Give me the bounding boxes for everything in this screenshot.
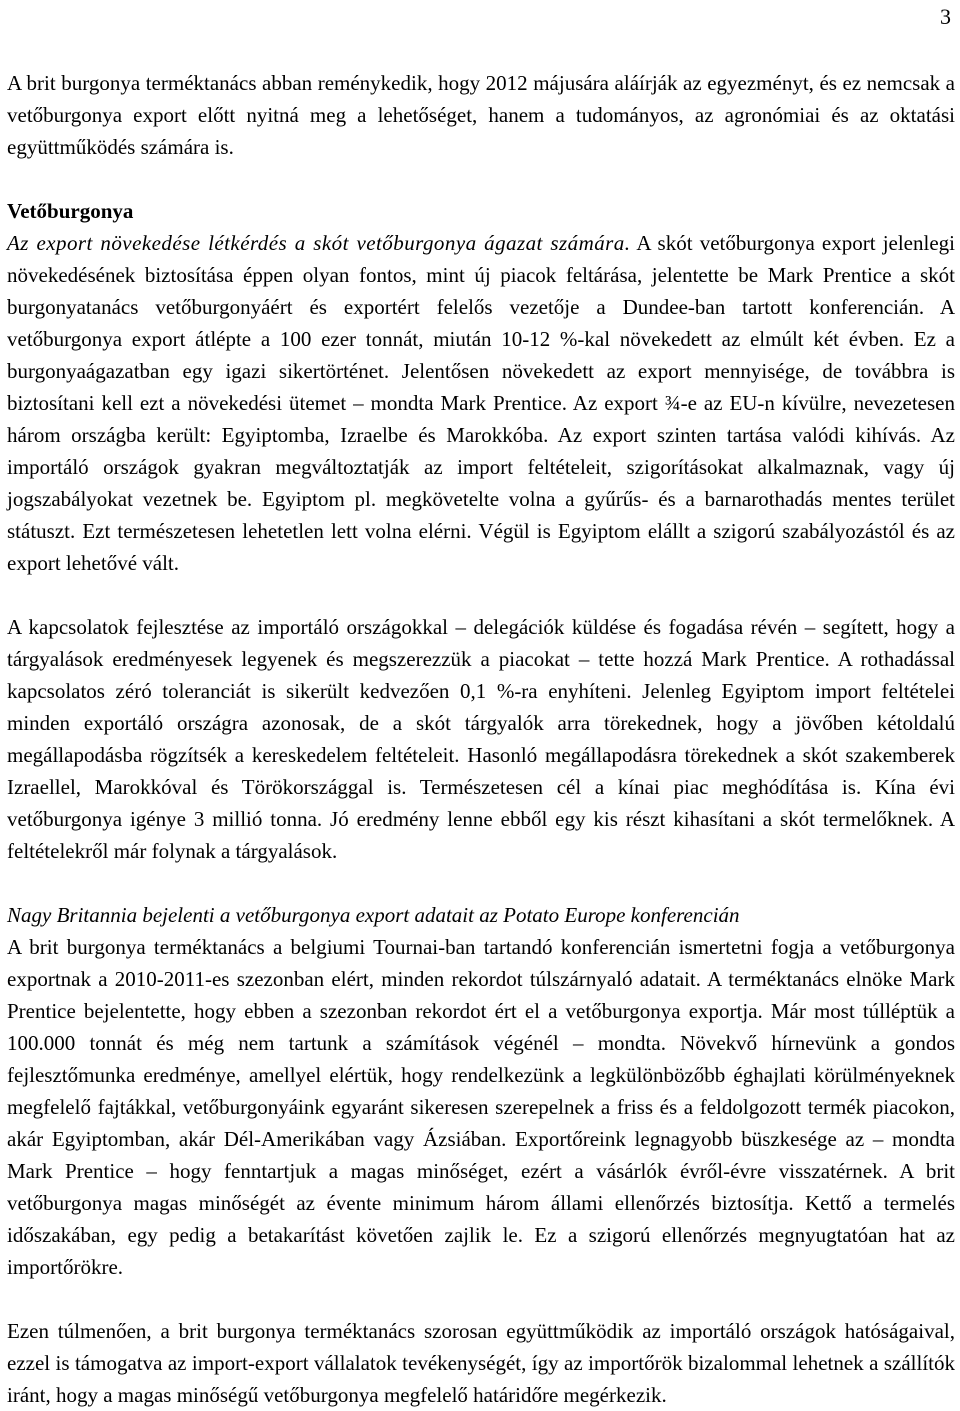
- document-page: [7, 0, 955, 1408]
- closing-paragraph: Ezen túlmenően, a brit burgonya terméktanács szorosan együttműködik az importáló országok hatóságaival, ezzel is támogatva az import-export vállalatok tevékenységét, így az importőrök bizalommal lehetnek a szállítók iránt, hogy a magas minőségű vetőburgonya megfelelő határidőre megérkezik.: [7, 1319, 955, 1407]
- document-body: [7, 67, 955, 1411]
- section-lead-italic: Az export növekedése létkérdés a skót vetőburgonya ágazat számára.: [7, 231, 631, 255]
- page-number: 3: [940, 4, 951, 29]
- paragraph-spacer: [7, 579, 955, 611]
- potato-europe-paragraph: A brit burgonya terméktanács a belgiumi Tournai-ban tartandó konferencián ismertetni fogja a vetőburgonya exportnak a 2010-2011-es szezonban elért, minden rekordot túlszárnyaló adatait. A terméktanács elnöke Mark Prentice bejelentette, hogy ebben a szezonban rekordot ért el a vetőburgonya exportja. Már most túlléptük a 100.000 tonnát és még nem tartunk a számítások végénél – mondta. Növekvő hírnevünk a gondos fejlesztőmunka eredménye, amellyel elértük, hogy rendelkezünk a legkülönbözőbb éghajlati körülményeknek megfelelő fajtákkal, vetőburgonyáink egyaránt sikeresen szerepelnek a friss és a feldolgozott termék piacokon, akár Egyiptomban, akár Dél-Amerikában vagy Ázsiában. Exportőreink legnagyobb büszkesége az – mondta Mark Prentice – hogy fenntartjuk a magas minőséget, ezért a vásárlók évről-évre visszatérnek. A brit vetőburgonya magas minőségét az évente minimum három állami ellenőrzés biztosítja. Kettő a termelés időszakában, egy pedig a betakarítást követően zajlik le. Ez a szigorú ellenőrzés megnyugtatóan hat az importőrökre.: [7, 935, 955, 1279]
- section-heading-vetoburgonya: Vetőburgonya: [7, 199, 134, 223]
- section-paragraph-export: [7, 227, 955, 579]
- paragraph-spacer: [7, 1283, 955, 1315]
- intro-paragraph: A brit burgonya terméktanács abban reménykedik, hogy 2012 májusára aláírják az egyezményt, és ez nemcsak a vetőburgonya export előtt nyitná meg a lehetőséget, hanem a tudományos, az agronómiai és az oktatási együttműködés számára is.: [7, 71, 955, 159]
- section-heading-potato-europe: Nagy Britannia bejelenti a vetőburgonya export adatait az Potato Europe konferencián: [7, 903, 740, 927]
- section-paragraph-export-text: A skót vetőburgonya export jelenlegi növekedésének biztosítása éppen olyan fontos, mint új piacok feltárása, jelentette be Mark Prentice a skót burgonyatanács vetőburgonyáért és exportért felelős vezetője a Dundee-ban tartott konferencián. A vetőburgonya export átlépte a 100 ezer tonnát, miután 10-12 %-kal növekedett az elmúlt két évben. Ez a burgonyaágazatban egy igazi sikertörténet. Jelentősen növekedett az export mennyisége, de továbbra is biztosítani kell ezt a növekedési ütemet – mondta Mark Prentice. Az export ¾-e az EU-n kívülre, nevezetesen három országba került: Egyiptomba, Izraelbe és Marokkóba. Az export szinten tartása valódi kihívás. Az importáló országok gyakran megváltoztatják az import feltételeit, szigorításokat alkalmaznak, vagy új jogszabályokat vezetnek be. Egyiptom pl. megkövetelte volna a gyűrűs- és a barnarothadás mentes terület státuszt. Ezt természetesen lehetetlen lett volna elérni. Végül is Egyiptom elállt a szigorú szabályozástól és az export lehetővé vált.: [7, 231, 955, 575]
- paragraph-spacer: [7, 163, 955, 195]
- relations-paragraph: A kapcsolatok fejlesztése az importáló országokkal – delegációk küldése és fogadása révén – segített, hogy a tárgyalások eredményesek legyenek és megszerezzük a piacokat – tette hozzá Mark Prentice. A rothadással kapcsolatos zéró toleranciát is sikerült kedvezően 0,1 %-ra enyhíteni. Jelenleg Egyiptom import feltételei minden exportáló országra azonosak, de a skót tárgyalók arra törekednek, hogy a jövőben kétoldalú megállapodásba rögzítsék a kereskedelem feltételeit. Hasonló megállapodásra törekednek a skót szakemberek Izraellel, Marokkóval és Törökországgal is. Természetesen cél a kínai piac meghódítása is. Kína évi vetőburgonya igénye 3 millió tonna. Jó eredmény lenne ebből egy kis részt kihasítani a skót termelőknek. A feltételekről már folynak a tárgyalások.: [7, 615, 955, 863]
- paragraph-spacer: [7, 867, 955, 899]
